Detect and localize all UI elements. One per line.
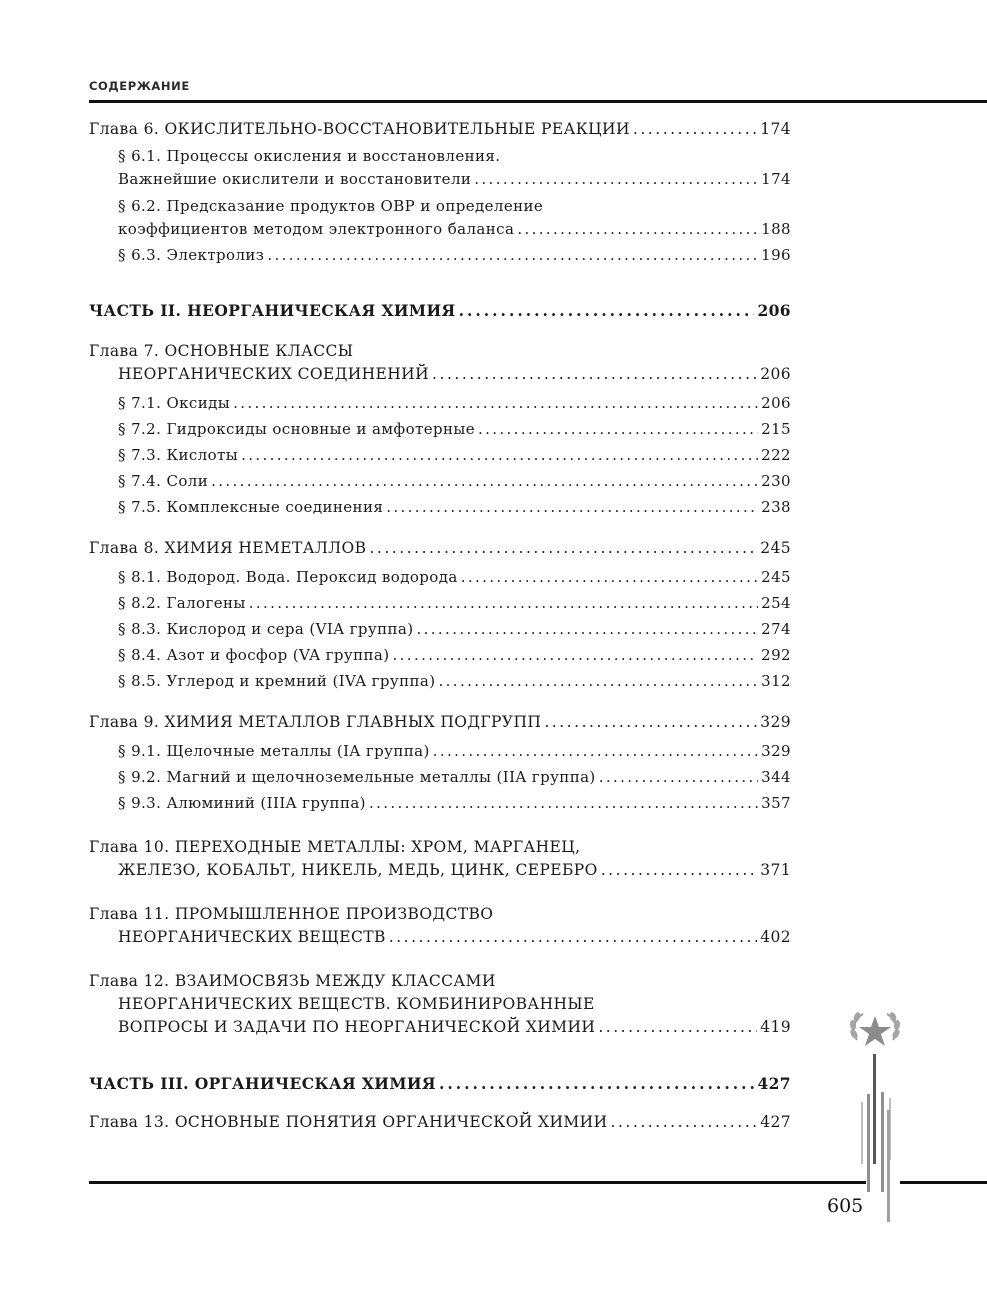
toc-entry-title: § 7.4. Соли <box>118 472 209 490</box>
toc-entry-title: § 8.2. Галогены <box>118 594 246 612</box>
toc-entry-page: 206 <box>761 394 791 412</box>
dot-leader <box>598 1016 757 1039</box>
toc-entry-page: 402 <box>760 928 791 946</box>
toc-entry-s6-2[interactable] <box>89 195 791 241</box>
toc-entry-title: § 8.4. Азот и фосфор (VA группа) <box>118 646 390 664</box>
toc-entry-page: 188 <box>761 220 791 238</box>
toc-entry-page: 245 <box>760 539 791 557</box>
toc-entry-s7-5[interactable] <box>89 496 791 519</box>
dot-leader <box>599 766 758 789</box>
toc-entry-title: ЧАСТЬ III. ОРГАНИЧЕСКАЯ ХИМИЯ <box>89 1074 436 1093</box>
toc-entry-page: 329 <box>760 713 791 731</box>
toc-entry-page: 174 <box>760 120 791 138</box>
toc-entry-page: 357 <box>761 794 791 812</box>
dot-leader <box>417 618 759 641</box>
dot-leader <box>267 244 758 267</box>
toc-entry-title: НЕОРГАНИЧЕСКИХ ВЕЩЕСТВ <box>118 928 386 946</box>
toc-entry-page: 206 <box>757 301 791 320</box>
toc-entry-s7-4[interactable] <box>89 470 791 493</box>
toc-entry-ch6[interactable] <box>89 118 791 141</box>
toc-entry-title: § 7.3. Кислоты <box>118 446 239 464</box>
toc-entry-page: 254 <box>761 594 791 612</box>
toc-entry-title: § 9.3. Алюминий (IIIA группа) <box>118 794 366 812</box>
toc-entry-title: § 8.3. Кислород и сера (VIA группа) <box>118 620 414 638</box>
dot-leader <box>517 218 758 241</box>
toc-entry-ch10[interactable] <box>89 836 791 882</box>
toc-entry-title: § 8.5. Углерод и кремний (IVA группа) <box>118 672 436 690</box>
dot-leader <box>249 592 758 615</box>
toc-entry-s7-3[interactable] <box>89 444 791 467</box>
toc-entry-title: Глава 6. ОКИСЛИТЕЛЬНО-ВОССТАНОВИТЕЛЬНЫЕ РЕАКЦИИ <box>89 120 630 138</box>
toc-entry-part2[interactable] <box>89 299 791 322</box>
toc-entry-title: НЕОРГАНИЧЕСКИХ ВЕЩЕСТВ. КОМБИНИРОВАННЫЕ <box>118 995 595 1013</box>
toc-entry-s8-5[interactable] <box>89 670 791 693</box>
toc-entry-title: Глава 13. ОСНОВНЫЕ ПОНЯТИЯ ОРГАНИЧЕСКОЙ ХИМИИ <box>89 1113 608 1131</box>
toc-entry-title: НЕОРГАНИЧЕСКИХ СОЕДИНЕНИЙ <box>118 365 430 383</box>
toc-entry-page: 215 <box>761 420 791 438</box>
toc-entry-s7-1[interactable] <box>89 392 791 415</box>
toc-entry-title: § 7.5. Комплексные соединения <box>118 498 384 516</box>
toc-entry-page: 427 <box>760 1113 791 1131</box>
toc-entry-s9-1[interactable] <box>89 740 791 763</box>
dot-leader <box>393 644 759 667</box>
dot-leader <box>432 363 757 386</box>
toc-entry-s8-4[interactable] <box>89 644 791 667</box>
dot-leader <box>233 392 758 415</box>
footer-rule <box>89 1181 866 1184</box>
dot-leader <box>461 566 758 589</box>
dot-leader <box>369 792 758 815</box>
toc-entry-page: 222 <box>761 446 791 464</box>
toc-entry-s9-3[interactable] <box>89 792 791 815</box>
toc-entry-ch7[interactable] <box>89 340 791 386</box>
dot-leader <box>369 537 757 560</box>
toc-entry-page: 245 <box>761 568 791 586</box>
dot-leader <box>474 168 758 191</box>
toc-entry-page: 419 <box>760 1018 791 1036</box>
header-rule <box>89 100 987 103</box>
toc-entry-ch13[interactable] <box>89 1111 791 1134</box>
toc-entry-title: § 6.3. Электролиз <box>118 246 265 264</box>
toc-entry-page: 312 <box>761 672 791 690</box>
toc-entry-title: Глава 9. ХИМИЯ МЕТАЛЛОВ ГЛАВНЫХ ПОДГРУПП <box>89 713 542 731</box>
dot-leader <box>439 670 759 693</box>
toc-entry-page: 274 <box>761 620 791 638</box>
toc-entry-part3[interactable] <box>89 1072 791 1095</box>
toc-entry-title: § 6.2. Предсказание продуктов ОВР и определение <box>118 197 544 215</box>
footer-rule-right <box>900 1181 987 1184</box>
dot-leader <box>544 711 757 734</box>
toc-entry-title: Глава 11. ПРОМЫШЛЕННОЕ ПРОИЗВОДСТВО <box>89 905 494 923</box>
toc-entry-title: ЖЕЛЕЗО, КОБАЛЬТ, НИКЕЛЬ, МЕДЬ, ЦИНК, СЕРЕБРО <box>118 861 598 879</box>
toc-entry-title: Важнейшие окислители и восстановители <box>118 170 472 188</box>
toc-entry-title: § 7.2. Гидроксиды основные и амфотерные <box>118 420 475 438</box>
dot-leader <box>601 859 757 882</box>
toc-entry-s8-1[interactable] <box>89 566 791 589</box>
toc-entry-ch8[interactable] <box>89 537 791 560</box>
toc-entry-title: § 9.1. Щелочные металлы (IA группа) <box>118 742 430 760</box>
toc-entry-title: § 6.1. Процессы окисления и восстановления. <box>118 147 501 165</box>
dot-leader <box>389 926 757 949</box>
dot-leader <box>433 740 758 763</box>
toc-entry-s9-2[interactable] <box>89 766 791 789</box>
toc-entry-page: 174 <box>761 170 791 188</box>
dot-leader <box>211 470 758 493</box>
toc-entry-ch11[interactable] <box>89 903 791 949</box>
toc-entry-s8-2[interactable] <box>89 592 791 615</box>
toc-entry-s6-3[interactable] <box>89 244 791 267</box>
toc-entry-s8-3[interactable] <box>89 618 791 641</box>
toc-entry-page: 196 <box>761 246 791 264</box>
dot-leader <box>459 299 755 322</box>
dot-leader <box>478 418 758 441</box>
toc-entry-page: 230 <box>761 472 791 490</box>
toc-entry-title: § 8.1. Водород. Вода. Пероксид водорода <box>118 568 458 586</box>
star-wreath-ornament-icon <box>845 1010 905 1230</box>
toc-entry-page: 427 <box>757 1074 791 1093</box>
toc-entry-title: Глава 12. ВЗАИМОСВЯЗЬ МЕЖДУ КЛАССАМИ <box>89 972 496 990</box>
page-number: 605 <box>827 1195 864 1217</box>
toc-entry-title: § 7.1. Оксиды <box>118 394 231 412</box>
dot-leader <box>611 1111 758 1134</box>
toc-entry-s6-1[interactable] <box>89 145 791 191</box>
toc-entry-title: ВОПРОСЫ И ЗАДАЧИ ПО НЕОРГАНИЧЕСКОЙ ХИМИИ <box>118 1018 596 1036</box>
toc-entry-page: 329 <box>761 742 791 760</box>
toc-entry-title: ЧАСТЬ II. НЕОРГАНИЧЕСКАЯ ХИМИЯ <box>89 301 456 320</box>
dot-leader <box>439 1072 754 1095</box>
toc-entry-title: Глава 8. ХИМИЯ НЕМЕТАЛЛОВ <box>89 539 367 557</box>
toc-entry-ch9[interactable] <box>89 711 791 734</box>
toc-entry-s7-2[interactable] <box>89 418 791 441</box>
running-head: СОДЕРЖАНИЕ <box>89 79 190 93</box>
dot-leader <box>633 118 757 141</box>
toc-entry-page: 238 <box>761 498 791 516</box>
toc-entry-title: § 9.2. Магний и щелочноземельные металлы (IIA группа) <box>118 768 596 786</box>
toc-entry-page: 344 <box>761 768 791 786</box>
dot-leader <box>386 496 758 519</box>
toc-entry-title: коэффициентов методом электронного баланса <box>118 220 515 238</box>
toc-entry-title: Глава 10. ПЕРЕХОДНЫЕ МЕТАЛЛЫ: ХРОМ, МАРГАНЕЦ, <box>89 838 581 856</box>
dot-leader <box>241 444 758 467</box>
toc-entry-ch12[interactable] <box>89 970 791 1039</box>
toc-entry-page: 292 <box>761 646 791 664</box>
toc-entry-title: Глава 7. ОСНОВНЫЕ КЛАССЫ <box>89 342 354 360</box>
toc-entry-page: 206 <box>760 365 791 383</box>
table-of-contents <box>89 118 791 1134</box>
toc-entry-page: 371 <box>760 861 791 879</box>
